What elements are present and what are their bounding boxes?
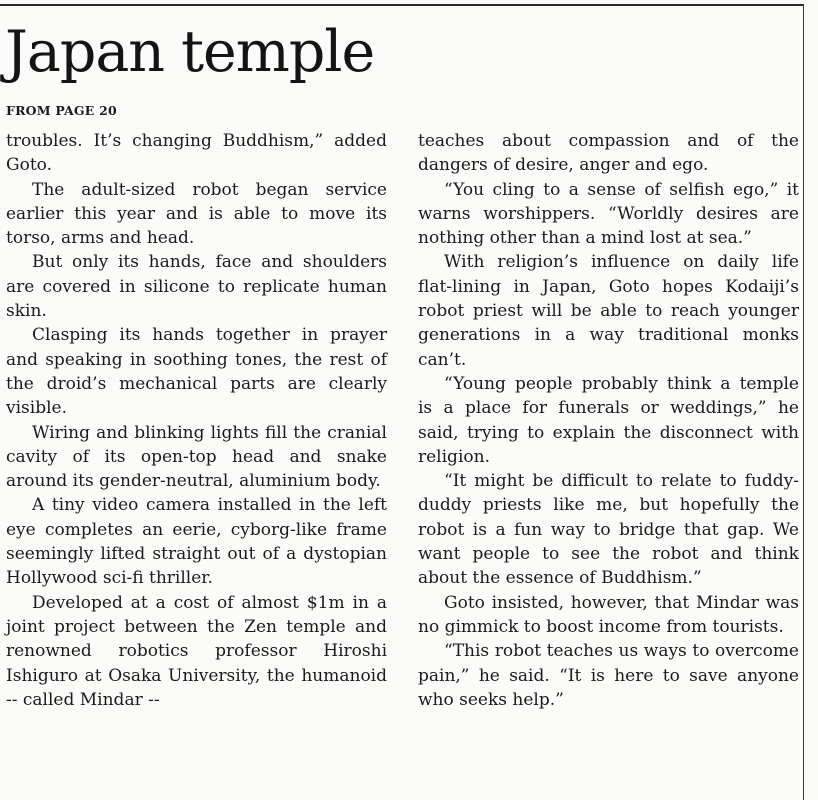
paragraph: troubles. It’s changing Buddhism,” added Goto.	[6, 131, 387, 176]
paragraph: teaches about compassion and of the dangers of desire, anger and ego.	[418, 131, 799, 176]
headline: Japan temple	[5, 19, 375, 85]
paragraph: “This robot teaches us ways to overcome pain,” he said. “It is here to save anyone who seeks help.”	[418, 641, 799, 710]
article-column-right	[418, 129, 799, 712]
paragraph: A tiny video camera installed in the left eye completes an eerie, cyborg-like frame seemingly lifted straight out of a dystopian Hollywood sci-fi thriller.	[6, 495, 387, 589]
top-rule	[0, 4, 804, 6]
column-rule	[803, 4, 804, 800]
paragraph: With religion’s influence on daily life flat-lining in Japan, Goto hopes Kodaiji’s robot priest will be able to reach younger generations in a way traditional monks can’t.	[418, 252, 799, 370]
paragraph: Wiring and blinking lights fill the cranial cavity of its open-top head and snake around its gender-neutral, aluminium body.	[6, 422, 387, 492]
paragraph: Clasping its hands together in prayer and speaking in soothing tones, the rest of the droid’s mechanical parts are clearly visible.	[6, 325, 387, 419]
paragraph: But only its hands, face and shoulders are covered in silicone to replicate human skin.	[6, 252, 387, 322]
jump-line: FROM PAGE 20	[6, 103, 117, 118]
article-column-left	[6, 129, 387, 712]
paragraph: Goto insisted, however, that Mindar was no gimmick to boost income from tourists.	[418, 592, 799, 637]
paragraph: The adult-sized robot began service earlier this year and is able to move its torso, arms and head.	[6, 179, 387, 249]
paragraph: “It might be difficult to relate to fuddy-duddy priests like me, but hopefully the robot is a fun way to bridge that gap. We want people to see the robot and think about the essence of Buddhism.”	[418, 471, 799, 589]
paragraph: Developed at a cost of almost $1m in a joint project between the Zen temple and renowned robotics professor Hiroshi Ishiguro at Osaka University, the humanoid -- called Mindar --	[6, 592, 387, 710]
paragraph: “Young people probably think a temple is a place for funerals or weddings,” he said, trying to explain the disconnect with religion.	[418, 373, 799, 467]
paragraph: “You cling to a sense of selfish ego,” it warns worshippers. “Worldly desires are nothing other than a mind lost at sea.”	[418, 179, 799, 249]
